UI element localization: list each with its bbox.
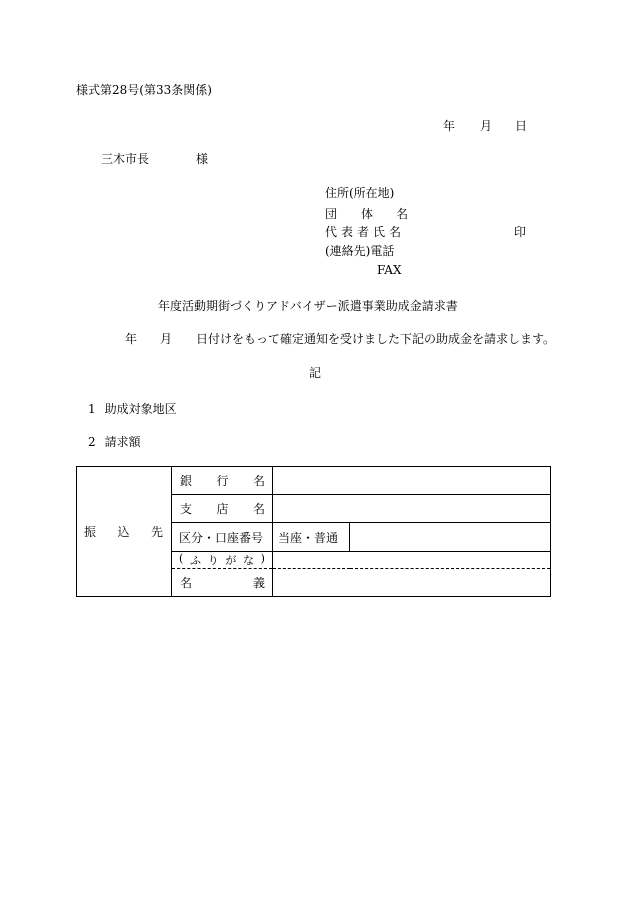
phone-label: (連絡先)電話	[325, 244, 395, 258]
item-number: 2	[88, 435, 96, 449]
document-title: 年度活動期街づくりアドバイザー派遣事業助成金請求書	[158, 299, 458, 313]
branch-name-field[interactable]	[273, 495, 551, 523]
bank-transfer-table	[76, 466, 551, 597]
form-number: 様式第28号(第33条関係)	[76, 83, 212, 97]
account-holder-field[interactable]	[273, 569, 551, 597]
bank-name-field[interactable]	[273, 467, 551, 495]
address-label: 住所(所在地)	[325, 186, 395, 200]
date-month-label: 月	[480, 119, 493, 133]
item-2	[88, 436, 141, 448]
request-sentence: 日付けをもって確定通知を受けました下記の助成金を請求します。	[196, 332, 556, 346]
transfer-destination-label: 振 込 先	[77, 467, 172, 597]
item-1	[88, 403, 177, 415]
account-number-field[interactable]	[350, 523, 551, 552]
group-name-label: 団 体 名	[325, 207, 409, 221]
request-month-label: 月	[160, 332, 173, 346]
item-label: 請求額	[104, 435, 141, 449]
account-type-field[interactable]: 当座・普通	[273, 523, 350, 552]
ki-heading: 記	[309, 366, 322, 380]
bank-name-label: 銀 行 名	[172, 467, 273, 495]
request-year-label: 年	[125, 332, 138, 346]
account-holder-label: 名 義	[172, 569, 273, 597]
addressee-honorific: 様	[196, 152, 209, 166]
fax-label: FAX	[377, 263, 402, 277]
furigana-field[interactable]	[273, 552, 551, 569]
item-number: 1	[88, 402, 96, 416]
account-number-label: 区分・口座番号	[172, 523, 273, 552]
date-day-label: 日	[515, 119, 528, 133]
representative-name-label: 代表者氏名	[325, 225, 406, 239]
date-year-label: 年	[443, 119, 456, 133]
item-label: 助成対象地区	[104, 402, 177, 416]
addressee-name: 三木市長	[101, 152, 150, 166]
seal-mark: 印	[514, 225, 527, 239]
table-row	[77, 467, 551, 495]
furigana-label: ( ふ り が な )	[172, 552, 273, 569]
branch-name-label: 支 店 名	[172, 495, 273, 523]
